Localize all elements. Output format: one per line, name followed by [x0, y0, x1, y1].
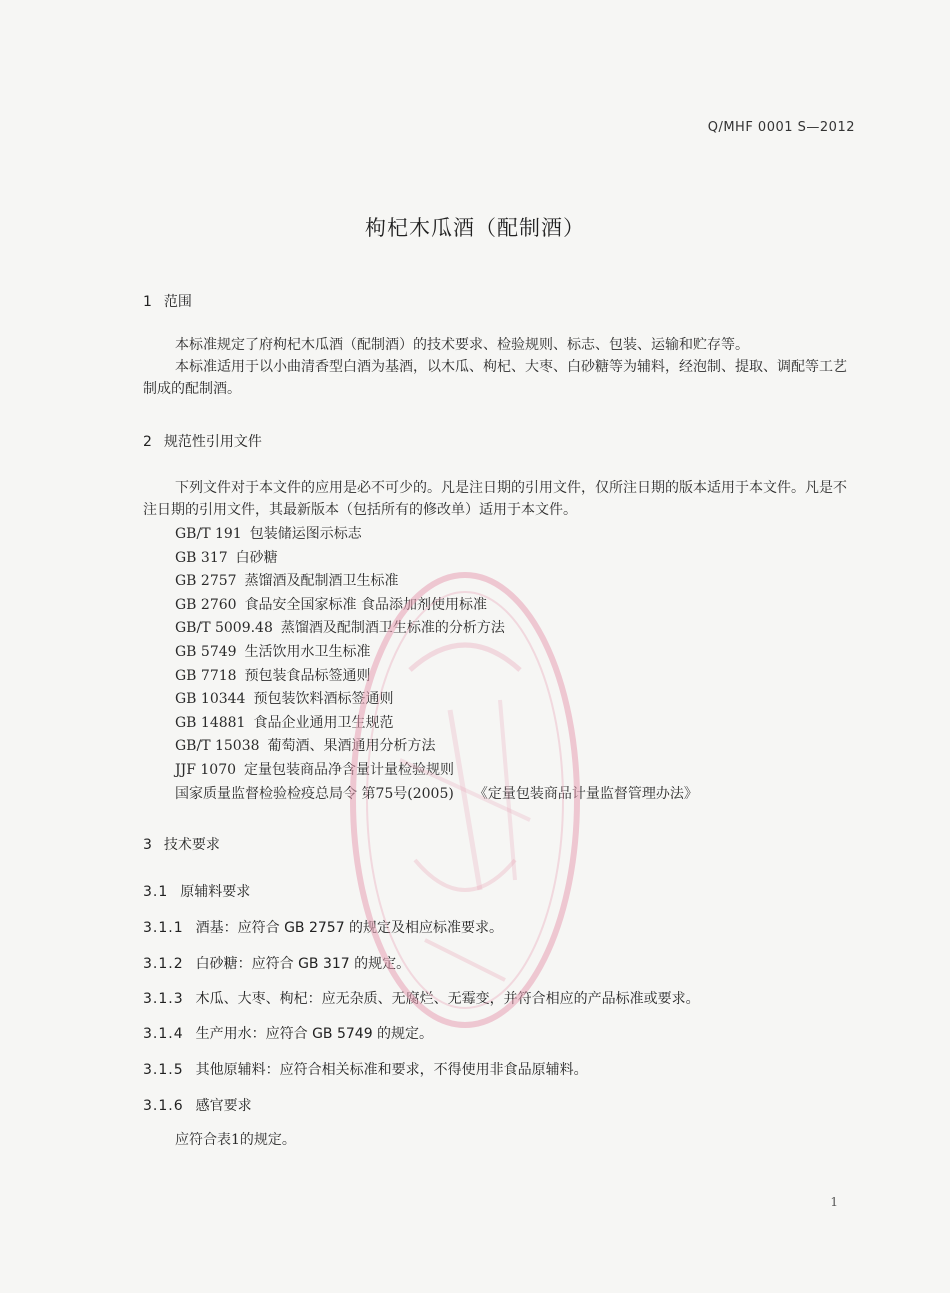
section-1-para-1: 本标准规定了府枸杞木瓜酒（配制酒）的技术要求、检验规则、标志、包装、运输和贮存等。 — [175, 337, 749, 353]
reference-name: 包装储运图示标志 — [249, 526, 362, 542]
reference-code: GB/T 5009.48 — [175, 620, 273, 637]
section-1-heading — [143, 291, 192, 311]
reference-item — [175, 547, 698, 571]
clause-3-1-5 — [143, 1059, 588, 1079]
section-3-number: 3 — [143, 837, 152, 853]
section-1-title: 范围 — [163, 294, 192, 310]
clause-number: 3.1.1 — [143, 920, 184, 936]
section-2-title: 规范性引用文件 — [163, 434, 262, 450]
reference-code: GB/T 15038 — [175, 738, 260, 755]
reference-item — [175, 712, 698, 736]
reference-name: 预包装食品标签通则 — [244, 667, 371, 684]
clause-text: 木瓜、大枣、枸杞：应无杂质、无腐烂、无霉变，并符合相应的产品标准或要求。 — [195, 991, 700, 1007]
section-2-heading — [143, 431, 262, 451]
reference-code: GB 14881 — [175, 714, 246, 731]
reference-name: 葡萄酒、果酒通用分析方法 — [267, 738, 436, 755]
reference-code: GB 7718 — [175, 667, 237, 684]
clause-number: 3.1.4 — [143, 1026, 184, 1042]
clause-text: 生产用水：应符合 GB 5749 的规定。 — [195, 1026, 434, 1042]
reference-name: 蒸馏酒及配制酒卫生标准 — [244, 573, 399, 590]
section-3-title: 技术要求 — [163, 837, 220, 853]
clause-3-1-2 — [143, 953, 410, 973]
reference-name: 定量包装商品净含量计量检验规则 — [244, 761, 455, 778]
reference-name: 蒸馏酒及配制酒卫生标准的分析方法 — [280, 620, 505, 637]
reference-item — [175, 570, 698, 594]
reference-item — [175, 594, 698, 618]
clause-number: 3.1.3 — [143, 991, 184, 1007]
section-1-number: 1 — [143, 294, 152, 310]
table-reference-note: 应符合表1的规定。 — [175, 1132, 296, 1148]
clause-3-1-1 — [143, 917, 503, 937]
reference-code: GB 10344 — [175, 691, 246, 708]
section-2-intro: 下列文件对于本文件的应用是必不可少的。凡是注日期的引用文件，仅所注日期的版本适用于本文件。凡是不注日期的引用文件，其最新版本（包括所有的修改单）适用于本文件。 — [143, 480, 847, 518]
section-1-para-2: 本标准适用于以小曲清香型白酒为基酒，以木瓜、枸杞、大枣、白砂糖等为辅料，经泡制、提取、调配等工艺制成的配制酒。 — [143, 359, 847, 397]
reference-code: GB/T 191 — [175, 526, 242, 542]
reference-item — [175, 641, 698, 665]
reference-item — [175, 688, 698, 712]
reference-code: JJF 1070 — [175, 761, 237, 778]
clause-text: 酒基：应符合 GB 2757 的规定及相应标准要求。 — [195, 920, 504, 936]
subsection-3-1-heading — [143, 881, 250, 901]
reference-item — [175, 759, 698, 783]
reference-code: GB 2760 — [175, 596, 237, 613]
reference-name: 生活饮用水卫生标准 — [244, 643, 371, 660]
reference-item — [175, 735, 698, 759]
reference-name: 《定量包装商品计量监督管理办法》 — [473, 785, 698, 802]
reference-code: GB 317 — [175, 549, 228, 566]
reference-item — [175, 617, 698, 641]
document-title: 枸杞木瓜酒（配制酒） — [365, 216, 585, 240]
clause-3-1-6 — [143, 1095, 252, 1115]
clause-number: 3.1.5 — [143, 1062, 184, 1078]
reference-item — [175, 783, 698, 807]
clause-text: 其他原辅料：应符合相关标准和要求，不得使用非食品原辅料。 — [195, 1062, 588, 1078]
reference-code: 国家质量监督检验检疫总局令 第75号(2005) — [175, 785, 454, 802]
subsection-number: 3.1 — [143, 884, 169, 900]
reference-item — [175, 665, 698, 689]
clause-3-1-3 — [143, 988, 700, 1008]
clause-text: 白砂糖：应符合 GB 317 的规定。 — [195, 956, 411, 972]
reference-name: 白砂糖 — [235, 549, 278, 566]
clause-3-1-4 — [143, 1023, 433, 1043]
document-code: Q/MHF 0001 S—2012 — [707, 120, 855, 135]
reference-code: GB 5749 — [175, 643, 237, 660]
section-3-heading — [143, 834, 220, 854]
clause-text: 感官要求 — [195, 1098, 252, 1114]
reference-name: 食品企业通用卫生规范 — [253, 714, 394, 731]
clause-number: 3.1.2 — [143, 956, 184, 972]
reference-code: GB 2757 — [175, 573, 237, 590]
reference-name: 预包装饮料酒标签通则 — [253, 691, 394, 708]
reference-name: 食品安全国家标准 食品添加剂使用标准 — [244, 596, 488, 613]
page-number: 1 — [830, 1195, 838, 1209]
section-2-number: 2 — [143, 434, 152, 450]
clause-number: 3.1.6 — [143, 1098, 184, 1114]
reference-list — [175, 523, 698, 806]
reference-item — [175, 523, 698, 547]
subsection-title: 原辅料要求 — [180, 884, 251, 900]
